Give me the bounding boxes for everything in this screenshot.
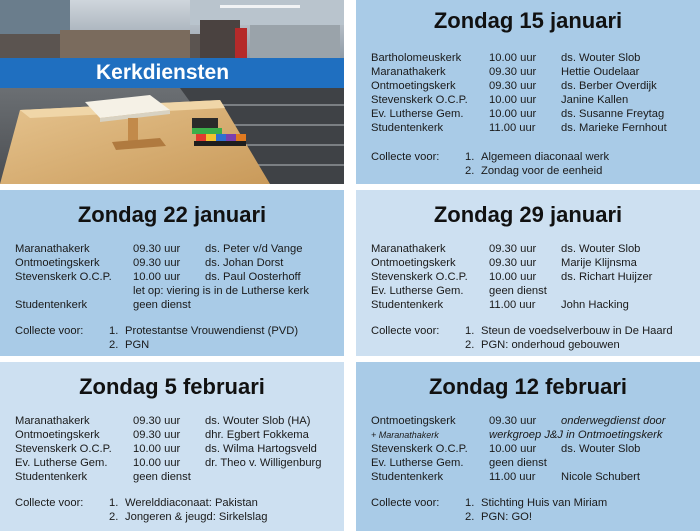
- church-name: Studentenkerk: [15, 471, 88, 483]
- collecte-number: 1.: [465, 497, 475, 509]
- collecte-purpose: Algemeen diaconaal werk: [481, 151, 610, 163]
- service-row: [15, 456, 340, 470]
- service-time: 09.30 uur: [489, 80, 537, 92]
- collecte-label: Collecte voor:: [371, 497, 440, 509]
- service-leader: onderwegdienst door: [561, 415, 666, 427]
- collecte-purpose: PGN: onderhoud gebouwen: [481, 339, 620, 351]
- service-row: [371, 51, 696, 65]
- service-row: [371, 442, 696, 456]
- service-leader: werkgroep J&J in Ontmoetingskerk: [489, 429, 663, 441]
- service-note: let op: viering is in de Lutherse kerk: [133, 285, 309, 297]
- collecte-number: 2.: [109, 339, 119, 351]
- service-leader: ds. Wilma Hartogsveld: [205, 443, 317, 455]
- collecte-purpose: Steun de voedselverbouw in De Haard: [481, 325, 673, 337]
- church-photo: [0, 0, 344, 184]
- service-row: [15, 470, 340, 484]
- collecte-label: Collecte voor:: [15, 497, 84, 509]
- service-row: [371, 414, 696, 428]
- service-leader: ds. Peter v/d Vange: [205, 243, 303, 255]
- sunday-title: Zondag 15 januari: [433, 8, 623, 33]
- sunday-title: Zondag 12 februari: [428, 374, 628, 399]
- service-row: [371, 256, 696, 270]
- collecte-purpose: PGN: [125, 339, 150, 351]
- church-name: Maranathakerk: [15, 415, 90, 427]
- service-leader: ds. Marieke Fernhout: [561, 122, 667, 134]
- service-row: [371, 242, 696, 256]
- service-leader: ds. Paul Oosterhoff: [205, 271, 301, 283]
- service-row: [15, 442, 340, 456]
- service-time: 10.00 uur: [489, 108, 537, 120]
- service-time: 09.30 uur: [489, 415, 537, 427]
- service-row: [371, 65, 696, 79]
- service-time: 10.00 uur: [489, 271, 537, 283]
- sunday-panel-5-februari: [0, 362, 344, 531]
- church-name: + Maranathakerk: [371, 430, 439, 440]
- service-leader: Hettie Oudelaar: [561, 66, 640, 78]
- service-row: [371, 270, 696, 284]
- service-time: 10.00 uur: [489, 52, 537, 64]
- services-list: [371, 414, 696, 484]
- church-name: Ev. Lutherse Gem.: [371, 285, 464, 297]
- services-list: [371, 51, 696, 135]
- service-time: 10.00 uur: [133, 443, 181, 455]
- service-time: 09.30 uur: [133, 415, 181, 427]
- service-row: [371, 456, 696, 470]
- church-interior-image: [0, 0, 344, 184]
- service-leader: ds. Richart Huijzer: [561, 271, 653, 283]
- church-name: Ontmoetingskerk: [15, 429, 100, 441]
- banner-title: Kerkdiensten: [96, 61, 230, 84]
- service-row: [371, 428, 696, 442]
- church-name: Studentenkerk: [371, 471, 444, 483]
- service-row: [371, 79, 696, 93]
- collecte-label: Collecte voor:: [15, 325, 84, 337]
- service-leader: ds. Johan Dorst: [205, 257, 284, 269]
- collecte-number: 1.: [109, 325, 119, 337]
- church-name: Ontmoetingskerk: [371, 415, 456, 427]
- service-time: geen dienst: [133, 471, 191, 483]
- service-row: [15, 428, 340, 442]
- service-leader: ds. Wouter Slob: [561, 52, 641, 64]
- sunday-panel-29-januari: [356, 190, 700, 356]
- services-list: [371, 242, 696, 312]
- service-leader: dr. Theo v. Willigenburg: [205, 457, 322, 469]
- collecte-purpose: Jongeren & jeugd: Sirkelslag: [125, 511, 268, 523]
- collecte-label: Collecte voor:: [371, 325, 440, 337]
- service-leader: ds. Susanne Freytag: [561, 108, 665, 120]
- church-name: Ev. Lutherse Gem.: [371, 108, 464, 120]
- service-time: 09.30 uur: [489, 257, 537, 269]
- collecte-purpose: Protestantse Vrouwendienst (PVD): [125, 325, 299, 337]
- collecte-purpose: Stichting Huis van Miriam: [481, 497, 608, 509]
- service-row: [371, 470, 696, 484]
- collecte-number: 1.: [109, 497, 119, 509]
- service-row: [371, 121, 696, 135]
- church-name: Maranathakerk: [371, 66, 446, 78]
- sunday-panel-15-januari: [356, 0, 700, 184]
- church-name: Stevenskerk O.C.P.: [371, 94, 468, 106]
- service-row: [15, 270, 340, 284]
- church-name: Maranathakerk: [371, 243, 446, 255]
- service-time: 09.30 uur: [489, 243, 537, 255]
- sunday-panel-22-januari: [0, 190, 344, 356]
- church-name: Studentenkerk: [15, 299, 88, 311]
- church-name: Studentenkerk: [371, 299, 444, 311]
- collecte-purpose: PGN: GO!: [481, 511, 532, 523]
- service-time: 09.30 uur: [133, 429, 181, 441]
- service-time: 10.00 uur: [133, 457, 181, 469]
- church-name: Stevenskerk O.C.P.: [15, 271, 112, 283]
- service-time: 10.00 uur: [489, 443, 537, 455]
- service-note-row: [15, 284, 340, 298]
- service-leader: Marije Klijnsma: [561, 257, 637, 269]
- collecte-number: 2.: [465, 339, 475, 351]
- collecte-purpose: Zondag voor de eenheid: [481, 165, 603, 177]
- sunday-panel-12-februari: [356, 362, 700, 531]
- church-name: Stevenskerk O.C.P.: [15, 443, 112, 455]
- sunday-title: Zondag 5 februari: [79, 374, 265, 399]
- church-name: Maranathakerk: [15, 243, 90, 255]
- collecte-label: Collecte voor:: [371, 151, 440, 163]
- collecte-number: 2.: [109, 511, 119, 523]
- service-time: 11.00 uur: [489, 122, 536, 134]
- service-time: 10.00 uur: [489, 94, 537, 106]
- service-time: geen dienst: [489, 457, 547, 469]
- services-list: [15, 242, 340, 312]
- church-name: Ontmoetingskerk: [15, 257, 100, 269]
- service-time: geen dienst: [133, 299, 191, 311]
- collecte-number: 2.: [465, 165, 475, 177]
- service-leader: ds. Wouter Slob: [561, 243, 641, 255]
- service-row: [15, 256, 340, 270]
- church-name: Stevenskerk O.C.P.: [371, 443, 468, 455]
- service-leader: ds. Wouter Slob (HA): [205, 415, 311, 427]
- service-row: [371, 107, 696, 121]
- service-row: [15, 242, 340, 256]
- service-leader: dhr. Egbert Fokkema: [205, 429, 309, 441]
- church-name: Ev. Lutherse Gem.: [15, 457, 108, 469]
- service-row: [371, 298, 696, 312]
- church-name: Ev. Lutherse Gem.: [371, 457, 464, 469]
- service-time: 09.30 uur: [133, 243, 181, 255]
- service-leader: ds. Berber Overdijk: [561, 80, 657, 92]
- church-name: Stevenskerk O.C.P.: [371, 271, 468, 283]
- services-list: [15, 414, 340, 484]
- title-banner: [0, 58, 344, 88]
- collecte-number: 1.: [465, 325, 475, 337]
- service-row: [15, 298, 340, 312]
- church-name: Ontmoetingskerk: [371, 257, 456, 269]
- sunday-title: Zondag 29 januari: [433, 202, 623, 227]
- service-leader: Nicole Schubert: [561, 471, 640, 483]
- service-time: 11.00 uur: [489, 471, 536, 483]
- collecte-number: 2.: [465, 511, 475, 523]
- collecte-number: 1.: [465, 151, 475, 163]
- service-row: [371, 284, 696, 298]
- service-time: 11.00 uur: [489, 299, 536, 311]
- collecte-purpose: Werelddiaconaat: Pakistan: [125, 497, 258, 509]
- service-time: 09.30 uur: [489, 66, 537, 78]
- service-time: 10.00 uur: [133, 271, 181, 283]
- service-row: [371, 93, 696, 107]
- service-leader: Janine Kallen: [561, 94, 629, 106]
- service-time: 09.30 uur: [133, 257, 181, 269]
- church-name: Ontmoetingskerk: [371, 80, 456, 92]
- service-row: [15, 414, 340, 428]
- church-name: Bartholomeuskerk: [371, 52, 462, 64]
- sunday-title: Zondag 22 januari: [77, 202, 267, 227]
- church-name: Studentenkerk: [371, 122, 444, 134]
- service-leader: ds. Wouter Slob: [561, 443, 641, 455]
- service-leader: John Hacking: [561, 299, 629, 311]
- service-time: geen dienst: [489, 285, 547, 297]
